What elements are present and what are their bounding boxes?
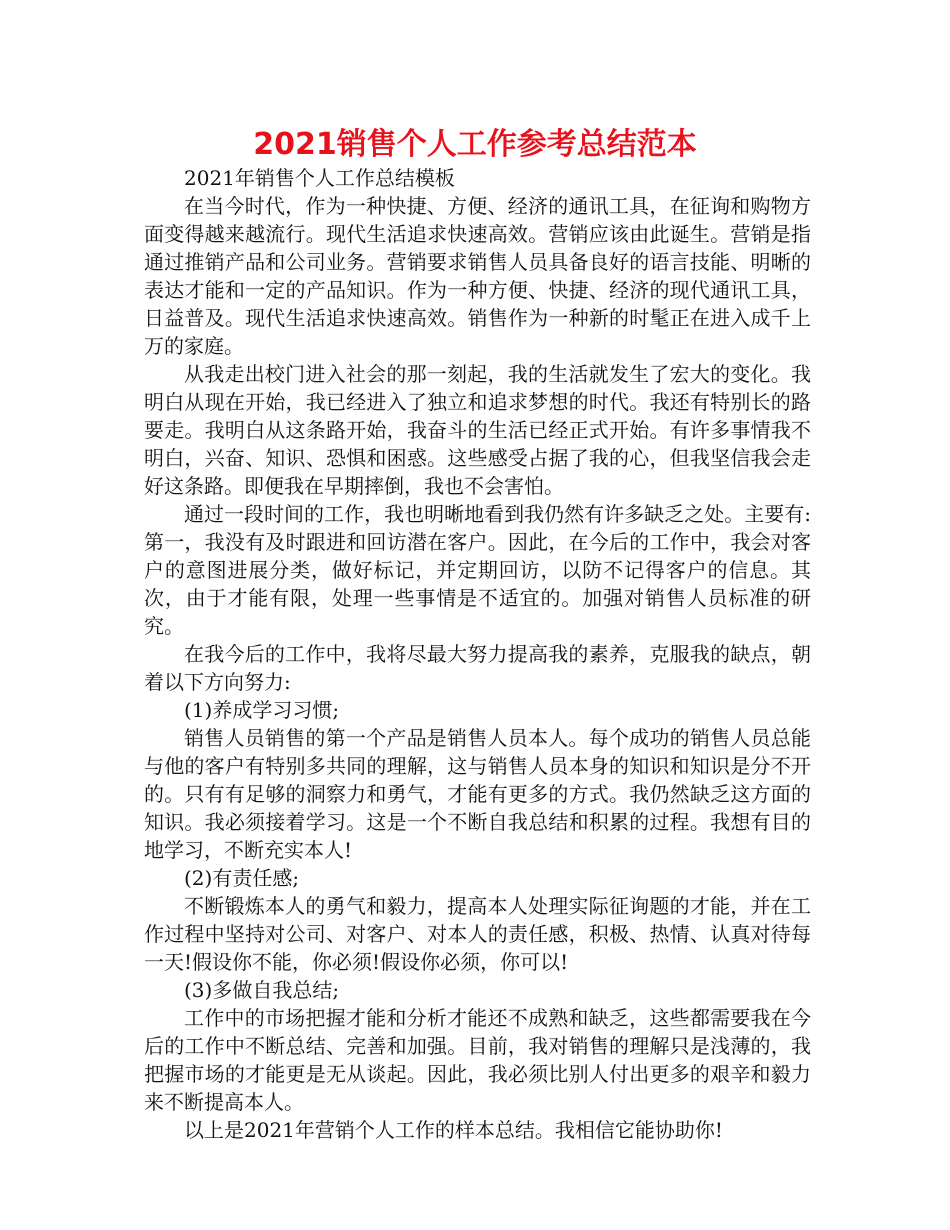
paragraph-subtitle: 2021年销售个人工作总结模板 (184, 166, 455, 190)
paragraph-conclusion: 以上是2021年营销个人工作的样本总结。我相信它能协助你! (184, 1118, 723, 1142)
heading-responsibility: (2)有责任感; (184, 866, 300, 890)
paragraph-responsibility: 不断锻炼本人的勇气和毅力，提高本人处理实际征询题的才能，并在工作过程中坚持对公司、对客户、对本人的责任感，积极、热情、认真对待每一天!假设你不能，你必须!假设你必须，你可以! (144, 894, 811, 974)
paragraph-shortcomings: 通过一段时间的工作，我也明晰地看到我仍然有许多缺乏之处。主要有:第一，我没有及时跟进和回访潜在客户。因此，在今后的工作中，我会对客户的意图进展分类，做好标记，并定期回访，以防不记得客户的信息。其次，由于才能有限，处理一些事情是不适宜的。加强对销售人员标准的研究。 (144, 502, 811, 638)
document-title: 2021销售个人工作参考总结范本 (253, 127, 697, 162)
paragraph-learning-habit: 销售人员销售的第一个产品是销售人员本人。每个成功的销售人员总能与他的客户有特别多共同的理解，这与销售人员本身的知识和知识是分不开的。只有有足够的洞察力和勇气，才能有更多的方式。我仍然缺乏这方面的知识。我必须接着学习。这是一个不断自我总结和积累的过程。我想有目的地学习，不断充实本人! (144, 726, 811, 862)
heading-learning-habit: (1)养成学习习惯; (184, 698, 340, 722)
paragraph-intro: 在当今时代，作为一种快捷、方便、经济的通讯工具，在征询和购物方面变得越来越流行。现代生活追求快速高效。营销应该由此诞生。营销是指通过推销产品和公司业务。营销要求销售人员具备良好的语言技能、明晰的表达才能和一定的产品知识。作为一种方便、快捷、经济的现代通讯工具，日益普及。现代生活追求快速高效。销售作为一种新的时髦正在进入成千上万的家庭。 (144, 194, 811, 358)
paragraph-self-summary: 工作中的市场把握才能和分析才能还不成熟和缺乏，这些都需要我在今后的工作中不断总结、完善和加强。目前，我对销售的理解只是浅薄的，我把握市场的才能更是无从谈起。因此，我必须比别人付出更多的艰辛和毅力来不断提高本人。 (144, 1006, 811, 1114)
heading-self-summary: (3)多做自我总结; (184, 978, 340, 1002)
paragraph-career-start: 从我走出校门进入社会的那一刻起，我的生活就发生了宏大的变化。我明白从现在开始，我已经进入了独立和追求梦想的时代。我还有特别长的路要走。我明白从这条路开始，我奋斗的生活已经正式开始。有许多事情我不明白，兴奋、知识、恐惧和困惑。这些感受占据了我的心，但我坚信我会走好这条路。即便我在早期摔倒，我也不会害怕。 (144, 362, 811, 498)
document-body (144, 164, 811, 1144)
paragraph-future-direction: 在我今后的工作中，我将尽最大努力提高我的素养，克服我的缺点，朝着以下方向努力: (144, 642, 811, 694)
